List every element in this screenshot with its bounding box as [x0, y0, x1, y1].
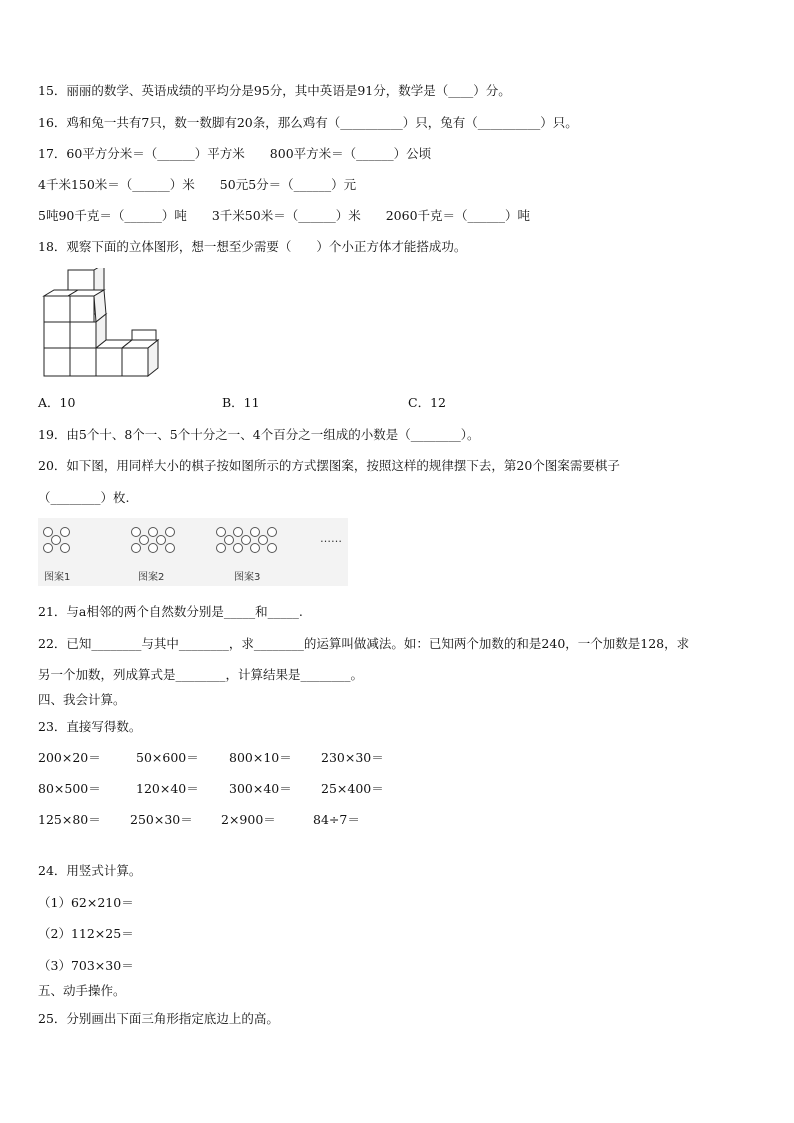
pattern-3-caption: 图案3	[234, 572, 261, 583]
question-21: 21．与a相邻的两个自然数分别是_____和_____.	[38, 604, 303, 619]
calc-item: 120×40＝	[136, 781, 199, 796]
cube-face	[122, 348, 148, 376]
calc-item: 80×500＝	[38, 781, 101, 796]
cube-face	[44, 322, 70, 348]
pattern-2-caption: 图案2	[138, 572, 165, 583]
question-22-line-2: 另一个加数，列成算式是________，计算结果是________。	[38, 667, 364, 682]
cube-staircase-figure	[40, 268, 165, 383]
option-a: A．10	[38, 395, 76, 410]
cube-face	[132, 330, 156, 340]
question-22-line-1: 22．已知________与其中________，求________的运算叫做减法。如：已知两个加数的和是240，一个加数是128，求	[38, 636, 690, 651]
calc-item: 800×10＝	[229, 750, 292, 765]
option-b: B．11	[222, 395, 260, 410]
question-17-line-2: 4千米150米＝（______）米 50元5分＝（______）元	[38, 177, 357, 192]
question-15: 15．丽丽的数学、英语成绩的平均分是95分，其中英语是91分，数学是（____）分。	[38, 83, 511, 98]
cube-face	[70, 322, 96, 348]
question-24-item-3: （3）703×30＝	[38, 958, 134, 973]
calc-item: 250×30＝	[130, 812, 193, 827]
question-16: 16．鸡和兔一共有7只，数一数脚有20条，那么鸡有（__________）只，兔有（__________）只。	[38, 115, 578, 130]
cube-face	[44, 348, 70, 376]
chess-pattern-figure	[38, 518, 348, 586]
pattern-ellipsis: ……	[320, 532, 342, 545]
cube-face	[44, 296, 70, 322]
question-24-item-2: （2）112×25＝	[38, 926, 134, 941]
calc-item: 25×400＝	[321, 781, 384, 796]
calc-item: 2×900＝	[221, 812, 276, 827]
question-17-line-1: 17．60平方分米＝（______）平方米 800平方米＝（______）公顷	[38, 146, 432, 161]
cube-face	[96, 348, 122, 376]
question-20-line-2: （________）枚.	[38, 490, 130, 505]
chess-pieces	[38, 518, 348, 566]
question-19: 19．由5个十、8个一、5个十分之一、4个百分之一组成的小数是（________）。	[38, 427, 480, 442]
question-20-line-1: 20．如下图，用同样大小的棋子按如图所示的方式摆图案，按照这样的规律摆下去，第20个图案需要棋子	[38, 458, 620, 473]
pattern-1-caption: 图案1	[44, 572, 71, 583]
calc-item: 50×600＝	[136, 750, 199, 765]
cube-face	[70, 296, 94, 322]
cube-face	[70, 348, 96, 376]
question-24-item-1: （1）62×210＝	[38, 895, 134, 910]
calc-item: 84÷7＝	[313, 812, 360, 827]
option-c: C．12	[408, 395, 446, 410]
calc-item: 125×80＝	[38, 812, 101, 827]
question-23: 23．直接写得数。	[38, 719, 142, 734]
calc-item: 230×30＝	[321, 750, 384, 765]
calc-item: 200×20＝	[38, 750, 101, 765]
question-24: 24．用竖式计算。	[38, 863, 142, 878]
section-5-heading: 五、动手操作。	[38, 983, 126, 998]
question-18: 18．观察下面的立体图形，想一想至少需要（ ）个小正方体才能搭成功。	[38, 239, 467, 254]
question-25: 25．分别画出下面三角形指定底边上的高。	[38, 1011, 279, 1026]
calc-item: 300×40＝	[229, 781, 292, 796]
question-17-line-3: 5吨90千克＝（______）吨 3千米50米＝（______）米 2060千克＝（______）吨	[38, 208, 531, 223]
section-4-heading: 四、我会计算。	[38, 692, 126, 707]
